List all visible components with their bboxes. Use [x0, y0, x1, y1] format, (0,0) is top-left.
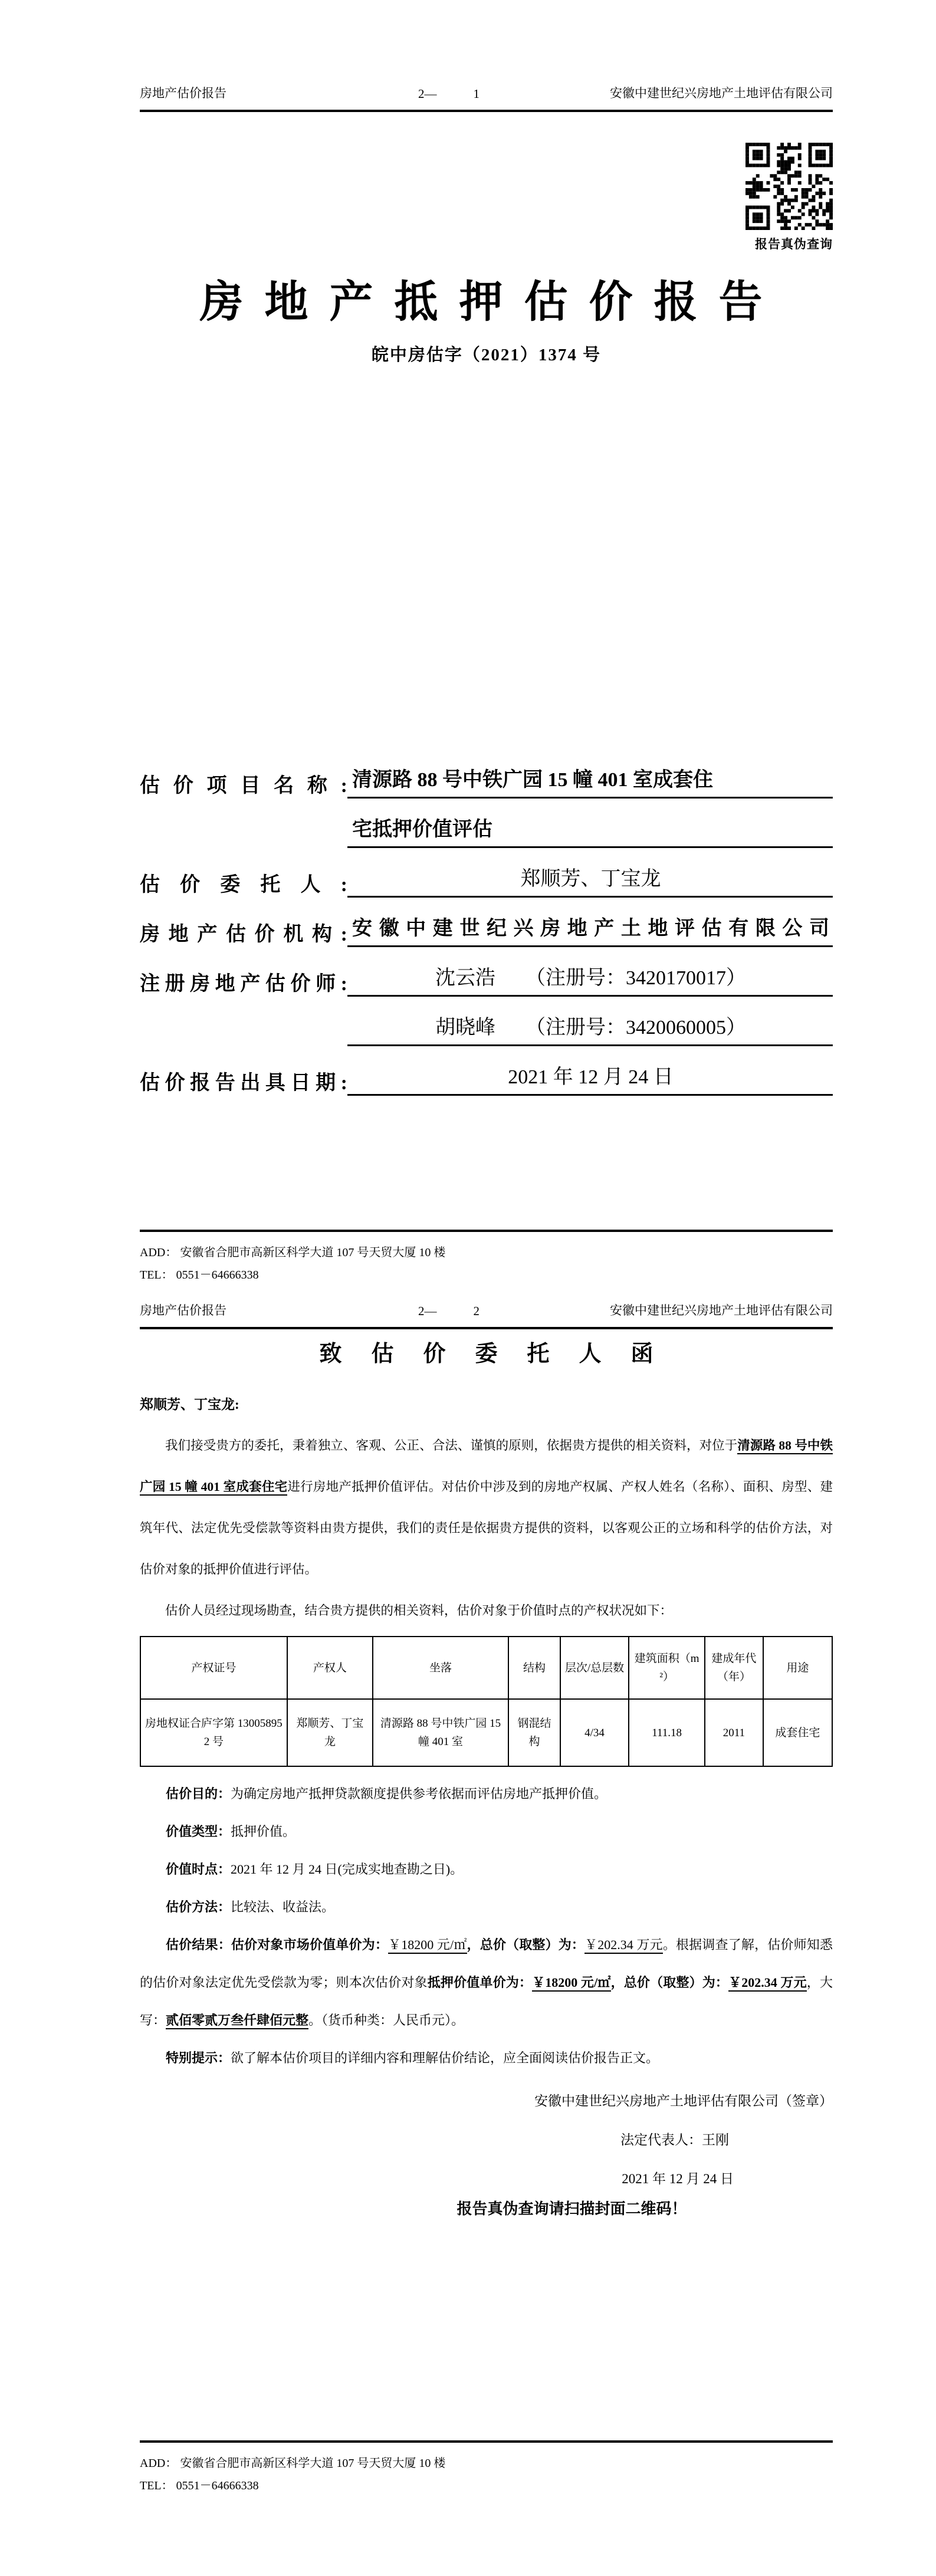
text-segment: 为确定房地产抵押贷款额度提供参考依据而评估房地产抵押价值。 [231, 1786, 607, 1801]
section-purpose [140, 1775, 833, 1813]
footer-telephone: TEL： 0551－64666338 [140, 1269, 259, 1282]
signature-company: 安徽中建世纪兴房地产土地评估有限公司（签章） [534, 2094, 833, 2108]
cover-field-row [140, 947, 833, 997]
text-segment: ，总价（取整）为： [610, 1975, 729, 1990]
cover-field-value: 安徽中建世纪兴房地产土地评估有限公司 [347, 916, 833, 948]
table-header-cell: 建筑面积（m²） [629, 1637, 705, 1699]
signature-block [140, 2082, 833, 2199]
cover-field-value: 清源路 88 号中铁广园 15 幢 401 室成套住 [347, 768, 833, 799]
header-page-number [418, 1304, 480, 1319]
table-cell: 2011 [705, 1699, 763, 1766]
qr-code-icon [745, 143, 833, 230]
table-cell: 郑顺芳、丁宝龙 [287, 1699, 373, 1766]
table-header-cell: 产权证号 [140, 1637, 287, 1699]
text-segment: 我们接受贵方的委托，秉着独立、客观、公正、合法、谨慎的原则，依据贵方提供的相关资料，对位于 [165, 1438, 738, 1453]
page-number-value: 1 [473, 87, 480, 101]
cover-field-row [140, 1046, 833, 1096]
cover-field-label: 估价项目名称: [140, 774, 347, 797]
letter-page [0, 1292, 936, 2576]
qr-code-label: 报告真伪查询 [755, 237, 833, 251]
table-row [140, 1699, 832, 1766]
page-number-value: 2 [473, 1304, 480, 1318]
cover-fields [140, 749, 833, 1096]
cover-field-value: 沈云浩 （注册号：3420170017） [347, 966, 833, 997]
header-company-name: 安徽中建世纪兴房地产土地评估有限公司 [610, 86, 833, 100]
report-number: 皖中房估字（2021）1374 号 [371, 346, 602, 364]
text-segment: 抵押价值。 [231, 1824, 296, 1839]
cover-field-label: 估价报告出具日期: [140, 1072, 347, 1094]
cover-field-label: 估价委托人: [140, 873, 347, 896]
signature-date: 2021 年 12 月 24 日 [622, 2171, 734, 2186]
text-segment: 2021 年 12 月 24 日(完成实地查勘之日)。 [231, 1862, 464, 1877]
table-header-cell: 建成年代（年） [705, 1637, 763, 1699]
qr-scan-note: 报告真伪查询请扫描封面二维码！ [456, 2200, 687, 2217]
table-header-cell: 产权人 [287, 1637, 373, 1699]
cover-field-row [140, 749, 833, 799]
cover-field-row [140, 848, 833, 898]
cover-field-label: 注册房地产估价师: [140, 972, 347, 995]
text-segment: 。（货币种类：人民币元）。 [308, 2013, 465, 2028]
report-title: 房地产抵押估价报告 [199, 278, 784, 327]
text-segment: 估价结果：估价对象市场价值单价为： [166, 1937, 389, 1952]
signature-legal-representative: 法定代表人：王刚 [620, 2133, 729, 2147]
header-doc-title: 房地产估价报告 [140, 1303, 226, 1317]
text-segment: 估价人员经过现场勘查，结合贵方提供的相关资料，估价对象于价值时点的产权状况如下： [165, 1604, 673, 1618]
text-segment: 欲了解本估价项目的详细内容和理解估价结论，应全面阅读估价报告正文。 [231, 2051, 659, 2065]
letter-salutation: 郑顺芳、丁宝龙: [140, 1397, 239, 1412]
page-header [140, 0, 833, 112]
cover-field-value: 胡晓峰 （注册号：3420060005） [347, 1016, 833, 1047]
letter-title: 致估价委托人函 [319, 1342, 683, 1366]
section-value-date [140, 1851, 833, 1888]
header-page-number [418, 87, 480, 101]
table-header-cell: 用途 [763, 1637, 832, 1699]
table-cell: 111.18 [629, 1699, 705, 1766]
qr-verification-block [140, 143, 833, 252]
text-segment: ￥18200 元/㎡ [532, 1975, 610, 1992]
text-segment: 估价目的： [166, 1786, 231, 1801]
text-segment: 价值类型： [166, 1824, 231, 1839]
cover-field-row [140, 997, 833, 1046]
table-cell: 房地权证合庐字第 130058952 号 [140, 1699, 287, 1766]
table-header-cell: 层次/总层数 [560, 1637, 629, 1699]
page-number-prefix: 2— [418, 87, 437, 101]
text-segment: ，总价（取整）为： [467, 1937, 585, 1952]
text-segment: ￥18200 元/㎡ [388, 1937, 467, 1954]
text-segment: ￥202.34 万元 [728, 1975, 807, 1992]
cover-field-value: 2021 年 12 月 24 日 [347, 1065, 833, 1096]
page-footer [140, 1230, 833, 1286]
letter-paragraph [140, 1425, 833, 1590]
text-segment: ，大写： [140, 1975, 833, 2028]
text-segment: 比较法、收益法。 [231, 1900, 335, 1914]
section-result [140, 1926, 833, 2039]
header-doc-title: 房地产估价报告 [140, 86, 226, 100]
text-segment: ￥202.34 万元 [584, 1937, 663, 1954]
valuation-summary [140, 1775, 833, 2077]
footer-telephone: TEL： 0551－64666338 [140, 2479, 259, 2492]
table-header-cell: 坐落 [373, 1637, 508, 1699]
text-segment: 清源路 88 号中铁广园 15 幢 401 室成套住宅 [140, 1438, 833, 1496]
cover-field-row [140, 898, 833, 947]
section-method [140, 1888, 833, 1926]
section-special-note [140, 2039, 833, 2077]
text-segment: 特别提示： [166, 2051, 231, 2065]
header-company-name: 安徽中建世纪兴房地产土地评估有限公司 [610, 1303, 833, 1317]
table-cell: 4/34 [560, 1699, 629, 1766]
text-segment: 进行房地产抵押价值评估。对估价中涉及到的房地产权属、产权人姓名（名称）、面积、房型、建筑年代、法定优先受偿款等资料由贵方提供，我们的责任是依据贵方提供的资料，以客观公正的立场和科学的估价方法，对估价对象的抵押价值进行评估。 [140, 1480, 833, 1576]
table-header-cell: 结构 [508, 1637, 560, 1699]
cover-field-value: 郑顺芳、丁宝龙 [347, 867, 833, 898]
ownership-status-table [140, 1636, 833, 1767]
text-segment: 贰佰零贰万叁仟肆佰元整 [166, 2013, 308, 2029]
letter-paragraph [140, 1590, 833, 1631]
text-segment: 估价方法： [166, 1900, 231, 1914]
page-number-prefix: 2— [418, 1304, 437, 1318]
page-footer [140, 2440, 833, 2497]
footer-address: ADD： 安徽省合肥市高新区科学大道 107 号天贸大厦 10 楼 [140, 2457, 446, 2470]
cover-field-label: 房地产估价机构: [140, 923, 347, 945]
section-value-type [140, 1813, 833, 1851]
text-segment: 。根据调查了解，估价师知悉的估价对象法定优先受偿款为零；则本次估价对象 [140, 1937, 833, 1990]
table-cell: 成套住宅 [763, 1699, 832, 1766]
table-cell: 钢混结构 [508, 1699, 560, 1766]
cover-field-value: 宅抵押价值评估 [347, 817, 833, 849]
text-segment: 抵押价值单价为： [427, 1975, 533, 1990]
footer-address: ADD： 安徽省合肥市高新区科学大道 107 号天贸大厦 10 楼 [140, 1246, 446, 1259]
cover-field-row [140, 799, 833, 848]
text-segment: 价值时点： [166, 1862, 231, 1877]
page-header [140, 1292, 833, 1329]
table-cell: 清源路 88 号中铁广园 15 幢 401 室 [373, 1699, 508, 1766]
